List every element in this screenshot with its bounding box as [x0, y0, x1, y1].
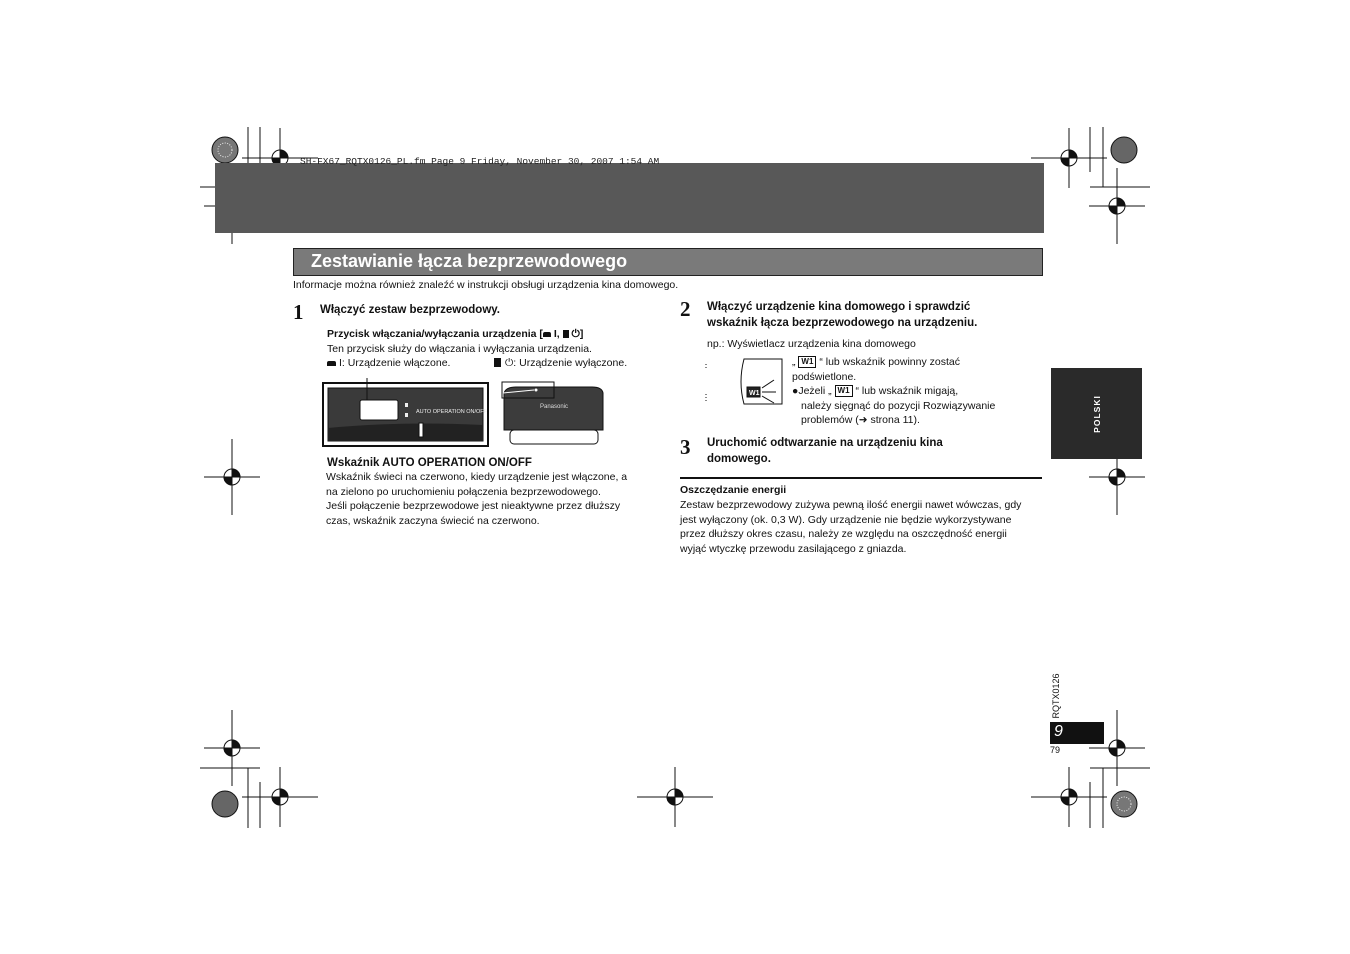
section-title-bar — [293, 248, 1043, 276]
header-band — [215, 163, 1044, 233]
w1-icon: W1 — [798, 356, 816, 368]
energy-heading: Oszczędzanie energii — [680, 484, 787, 496]
subheading-part1: Przycisk włączania/wyłączania urządzenia [ — [327, 328, 543, 340]
doc-code-text: RQTX0126 — [1051, 673, 1061, 719]
doc-code — [1050, 672, 1062, 720]
indicator-line: Wskaźnik świeci na czerwono, kiedy urządzenie jest włączone, a — [326, 471, 628, 483]
step2-bullet — [792, 384, 995, 399]
page-small-number: 79 — [1050, 745, 1061, 755]
step2-line1 — [792, 355, 995, 370]
indicator-line: na zielono po uruchomieniu połączenia bezprzewodowego. — [326, 485, 601, 498]
subheading-part3: ⏻] — [568, 328, 584, 340]
quote-open: „ — [792, 356, 796, 368]
step2-heading — [707, 299, 977, 331]
energy-line: Zestaw bezprzewodowy zużywa pewną ilość energii nawet wówczas, gdy — [680, 499, 1022, 511]
step2-line1-text: “ lub wskaźnik powinny zostać — [819, 356, 960, 368]
bullet-post: “ lub wskaźnik migają, — [855, 385, 959, 397]
step2-example: np.: Wyświetlacz urządzenia kina domowego — [707, 338, 916, 350]
step1-number: 1 — [293, 300, 304, 324]
file-info-line: SH-FX67_RQTX0126_PL.fm Page 9 Friday, November 30, 2007 1:54 AM — [300, 156, 660, 167]
step1-subheading — [327, 327, 583, 342]
off-state-icon — [494, 358, 501, 367]
divider — [680, 477, 1042, 479]
on-icon — [543, 332, 551, 337]
energy-line: przez dłuższy okres czasu, należy ze względu na oszczędność energii — [680, 528, 1007, 540]
off-label — [494, 356, 627, 371]
subheading-part2: I, — [550, 328, 563, 340]
indicator-line: Jeśli połączenie bezprzewodowe jest nieaktywne przez dłuższy — [326, 500, 621, 512]
on-state-icon — [327, 361, 336, 366]
step3-heading-line: Uruchomić odtwarzanie na urządzeniu kina — [707, 437, 943, 449]
step1-text: Ten przycisk służy do włączania i wyłączania urządzenia. — [327, 343, 592, 355]
w1-display-icon: W1 — [749, 390, 760, 397]
indicator-heading: Wskaźnik AUTO OPERATION ON/OFF — [327, 457, 532, 469]
display-illustration — [704, 354, 788, 408]
step1-heading: Włączyć zestaw bezprzewodowy. — [320, 304, 501, 316]
page-number: 9 — [1054, 723, 1063, 740]
bullet-line2: należy sięgnąć do pozycji Rozwiązywanie — [801, 399, 996, 412]
language-tab — [1051, 368, 1142, 459]
intro-text: Informacje można również znaleźć w instrukcji obsługi urządzenia kina domowego. — [293, 279, 679, 291]
energy-text — [680, 498, 1021, 556]
bullet-pre: ●Jeżeli „ — [792, 385, 832, 397]
indicator-text — [326, 470, 627, 528]
w1-icon: W1 — [835, 385, 853, 397]
step2-number: 2 — [680, 297, 691, 321]
device-illustration — [320, 373, 610, 458]
step3-number: 3 — [680, 435, 691, 459]
energy-line: wyjąć wtyczkę przewodu zasilającego z gniazda. — [680, 542, 907, 555]
energy-line: jest wyłączony (ok. 0,3 W). Gdy urządzenie nie będzie wykorzystywane — [680, 513, 1012, 526]
step2-heading-line: Włączyć urządzenie kina domowego i sprawdzić — [707, 301, 971, 313]
step3-heading — [707, 435, 943, 467]
step2-description — [792, 355, 995, 428]
bullet-line3: problemów (➜ strona 11). — [801, 414, 920, 426]
step3-heading-line: domowego. — [707, 453, 771, 465]
step2-heading-line: wskaźnik łącza bezprzewodowego na urządzeniu. — [707, 317, 978, 329]
device-auto-operation-label: AUTO OPERATION ON/OFF — [416, 409, 487, 415]
language-tab-label: POLSKI — [1091, 394, 1102, 433]
device-brand: Panasonic — [540, 404, 569, 410]
step2-line2: podświetlone. — [792, 370, 857, 383]
off-label-text: ⏻: Urządzenie wyłączone. — [505, 357, 628, 369]
on-label-text: I: Urządzenie włączone. — [339, 357, 451, 369]
indicator-line: czas, wskaźnik zaczyna świecić na czerwono. — [326, 514, 540, 527]
section-title: Zestawianie łącza bezprzewodowego — [311, 251, 628, 271]
on-label — [327, 356, 450, 371]
page-number-tab — [1050, 722, 1104, 744]
